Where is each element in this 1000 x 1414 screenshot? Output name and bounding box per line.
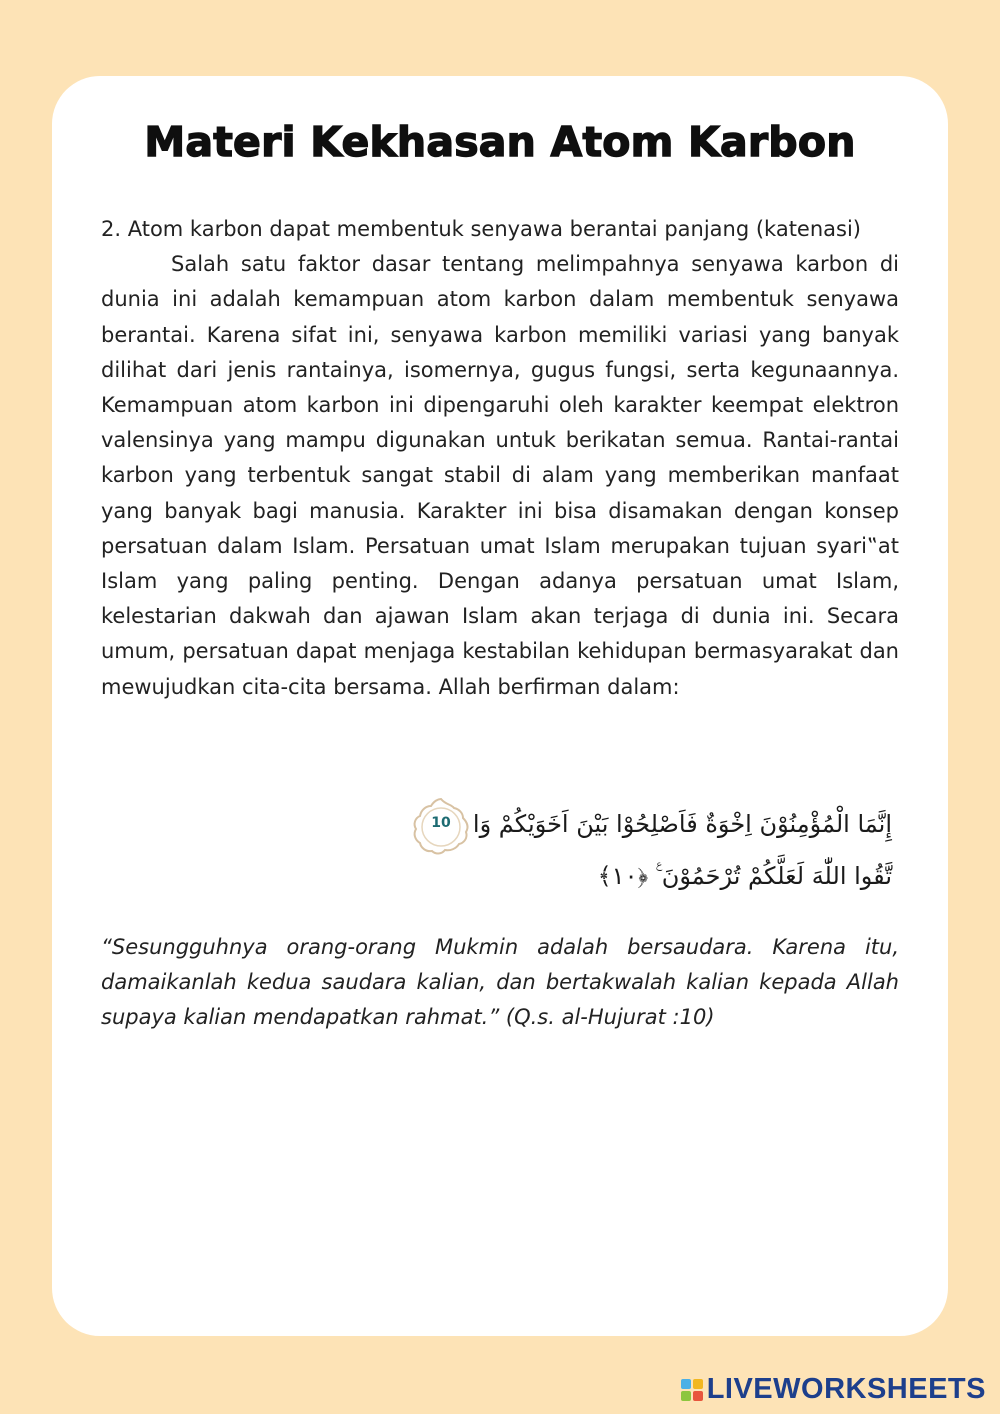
liveworksheets-brand[interactable] xyxy=(681,1373,986,1406)
liveworksheets-logo-icon xyxy=(681,1379,703,1401)
ayah-number: 10 xyxy=(431,815,451,831)
body-paragraph: Salah satu faktor dasar tentang melimpahnya senyawa karbon di dunia ini adalah kemampuan atom karbon dalam membentuk senyawa berantai. Karena sifat ini, senyawa karbon memiliki variasi yang banyak dilihat dari jenis rantainya, isomernya, gugus fungsi, serta kegunaannya. Kemampuan atom karbon ini dipengaruhi oleh karakter keempat elektron valensinya yang mampu digunakan untuk berikatan semua. Rantai-rantai karbon yang terbentuk sangat stabil di alam yang memberikan manfaat yang banyak bagi manusia. Karakter ini bisa disamakan dengan konsep persatuan dalam Islam. Persatuan umat Islam merupakan tujuan syari‟at Islam yang paling penting. Dengan adanya persatuan umat Islam, kelestarian dakwah dan ajawan Islam akan terjaga di dunia ini. Secara umum, persatuan dapat menjaga kestabilan kehidupan bermasyarakat dan mewujudkan cita-cita bersama. Allah berfirman dalam: xyxy=(101,252,899,699)
arabic-verse-line-1: إِنَّمَا الْمُؤْمِنُوْنَ اِخْوَةٌ فَاَصْلِحُوْا بَيْنَ اَخَوَيْكُمْ وَا xyxy=(472,810,892,838)
quran-verse xyxy=(410,796,900,906)
section-heading: 2. Atom karbon dapat membentuk senyawa berantai panjang (katenasi) xyxy=(101,217,861,241)
page-title: Materi Kekhasan Atom Karbon xyxy=(144,118,856,166)
arabic-verse-line-2: تَّقُوا اللّٰهَ لَعَلَّكُمْ تُرْحَمُوْنَ ࣖ ﴿١٠﴾ xyxy=(597,862,892,890)
ayah-number-badge-icon xyxy=(410,796,472,858)
verse-translation: “Sesungguhnya orang-orang Mukmin adalah bersaudara. Karena itu, damaikanlah kedua saudara kalian, dan bertakwalah kalian kepada Allah supaya kalian mendapatkan rahmat.” (Q.s. al-Hujurat :10) xyxy=(101,935,899,1030)
brand-name: LIVEWORKSHEETS xyxy=(706,1373,986,1405)
main-content xyxy=(101,212,899,705)
